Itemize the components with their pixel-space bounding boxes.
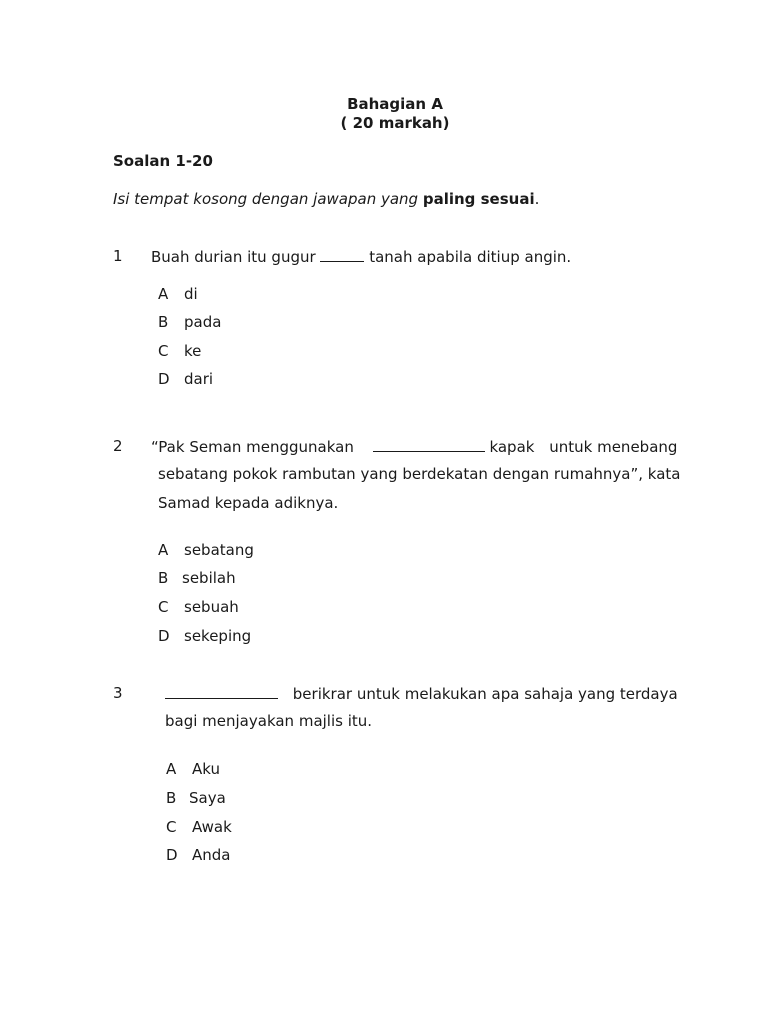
instruction-emphasis: paling sesuai: [422, 190, 535, 208]
option-text: sebuah: [184, 598, 239, 616]
option-a[interactable]: [158, 285, 198, 303]
section-title: Bahagian A: [347, 95, 443, 113]
answer-blank: [373, 437, 485, 452]
option-letter: A: [166, 760, 177, 778]
option-c[interactable]: [158, 598, 239, 616]
option-b[interactable]: [158, 313, 221, 331]
marks-label: ( 20 markah): [340, 114, 450, 132]
answer-blank: [165, 684, 278, 699]
option-text: sebilah: [182, 569, 236, 587]
question-text-line: Samad kepada adiknya.: [158, 494, 339, 512]
option-text: Saya: [189, 789, 226, 807]
question-text-part: berikrar untuk melakukan apa sahaja yang terdaya: [292, 685, 678, 703]
option-d[interactable]: [158, 370, 213, 388]
option-d[interactable]: [158, 627, 251, 645]
option-a[interactable]: [158, 541, 254, 559]
instruction-italic: Isi tempat kosong dengan jawapan yang: [113, 190, 423, 208]
option-text: dari: [184, 370, 214, 388]
option-text: Aku: [192, 760, 220, 778]
instruction-text: [113, 190, 539, 208]
option-c[interactable]: [158, 342, 201, 360]
option-d[interactable]: [166, 846, 230, 864]
option-letter: A: [158, 541, 169, 559]
option-letter: D: [166, 846, 178, 864]
question-range-label: Soalan 1-20: [113, 152, 213, 170]
question-text-line: sebatang pokok rambutan yang berdekatan dengan rumahnya”, kata: [158, 465, 681, 483]
question-number: 2: [113, 437, 123, 455]
question-text-part: tanah apabila ditiup angin.: [369, 248, 572, 266]
question-number: 3: [113, 684, 123, 702]
question-text-part: “Pak Seman menggunakan: [151, 438, 354, 456]
option-text: ke: [184, 342, 202, 360]
option-text: Awak: [192, 818, 232, 836]
option-letter: C: [158, 598, 169, 616]
option-text: pada: [184, 313, 222, 331]
question-text: [151, 437, 677, 456]
option-text: sekeping: [184, 627, 252, 645]
option-c[interactable]: [166, 818, 232, 836]
question-text-part: untuk menebang: [549, 438, 678, 456]
option-a[interactable]: [166, 760, 220, 778]
question-text-part: kapak: [489, 438, 535, 456]
question-text: [151, 247, 571, 266]
question-text-line: bagi menjayakan majlis itu.: [165, 712, 373, 730]
option-b[interactable]: [158, 569, 236, 587]
option-text: sebatang: [184, 541, 254, 559]
option-letter: A: [158, 285, 169, 303]
option-letter: C: [158, 342, 169, 360]
question-number: 1: [113, 247, 123, 265]
question-text-part: Buah durian itu gugur: [151, 248, 316, 266]
option-text: di: [184, 285, 198, 303]
option-letter: B: [158, 569, 169, 587]
option-letter: D: [158, 370, 170, 388]
option-letter: C: [166, 818, 177, 836]
option-letter: B: [166, 789, 177, 807]
option-letter: B: [158, 313, 169, 331]
question-text: [165, 684, 678, 703]
answer-blank: [320, 247, 364, 262]
option-b[interactable]: [166, 789, 226, 807]
option-letter: D: [158, 627, 170, 645]
instruction-end: .: [534, 190, 540, 208]
option-text: Anda: [192, 846, 231, 864]
